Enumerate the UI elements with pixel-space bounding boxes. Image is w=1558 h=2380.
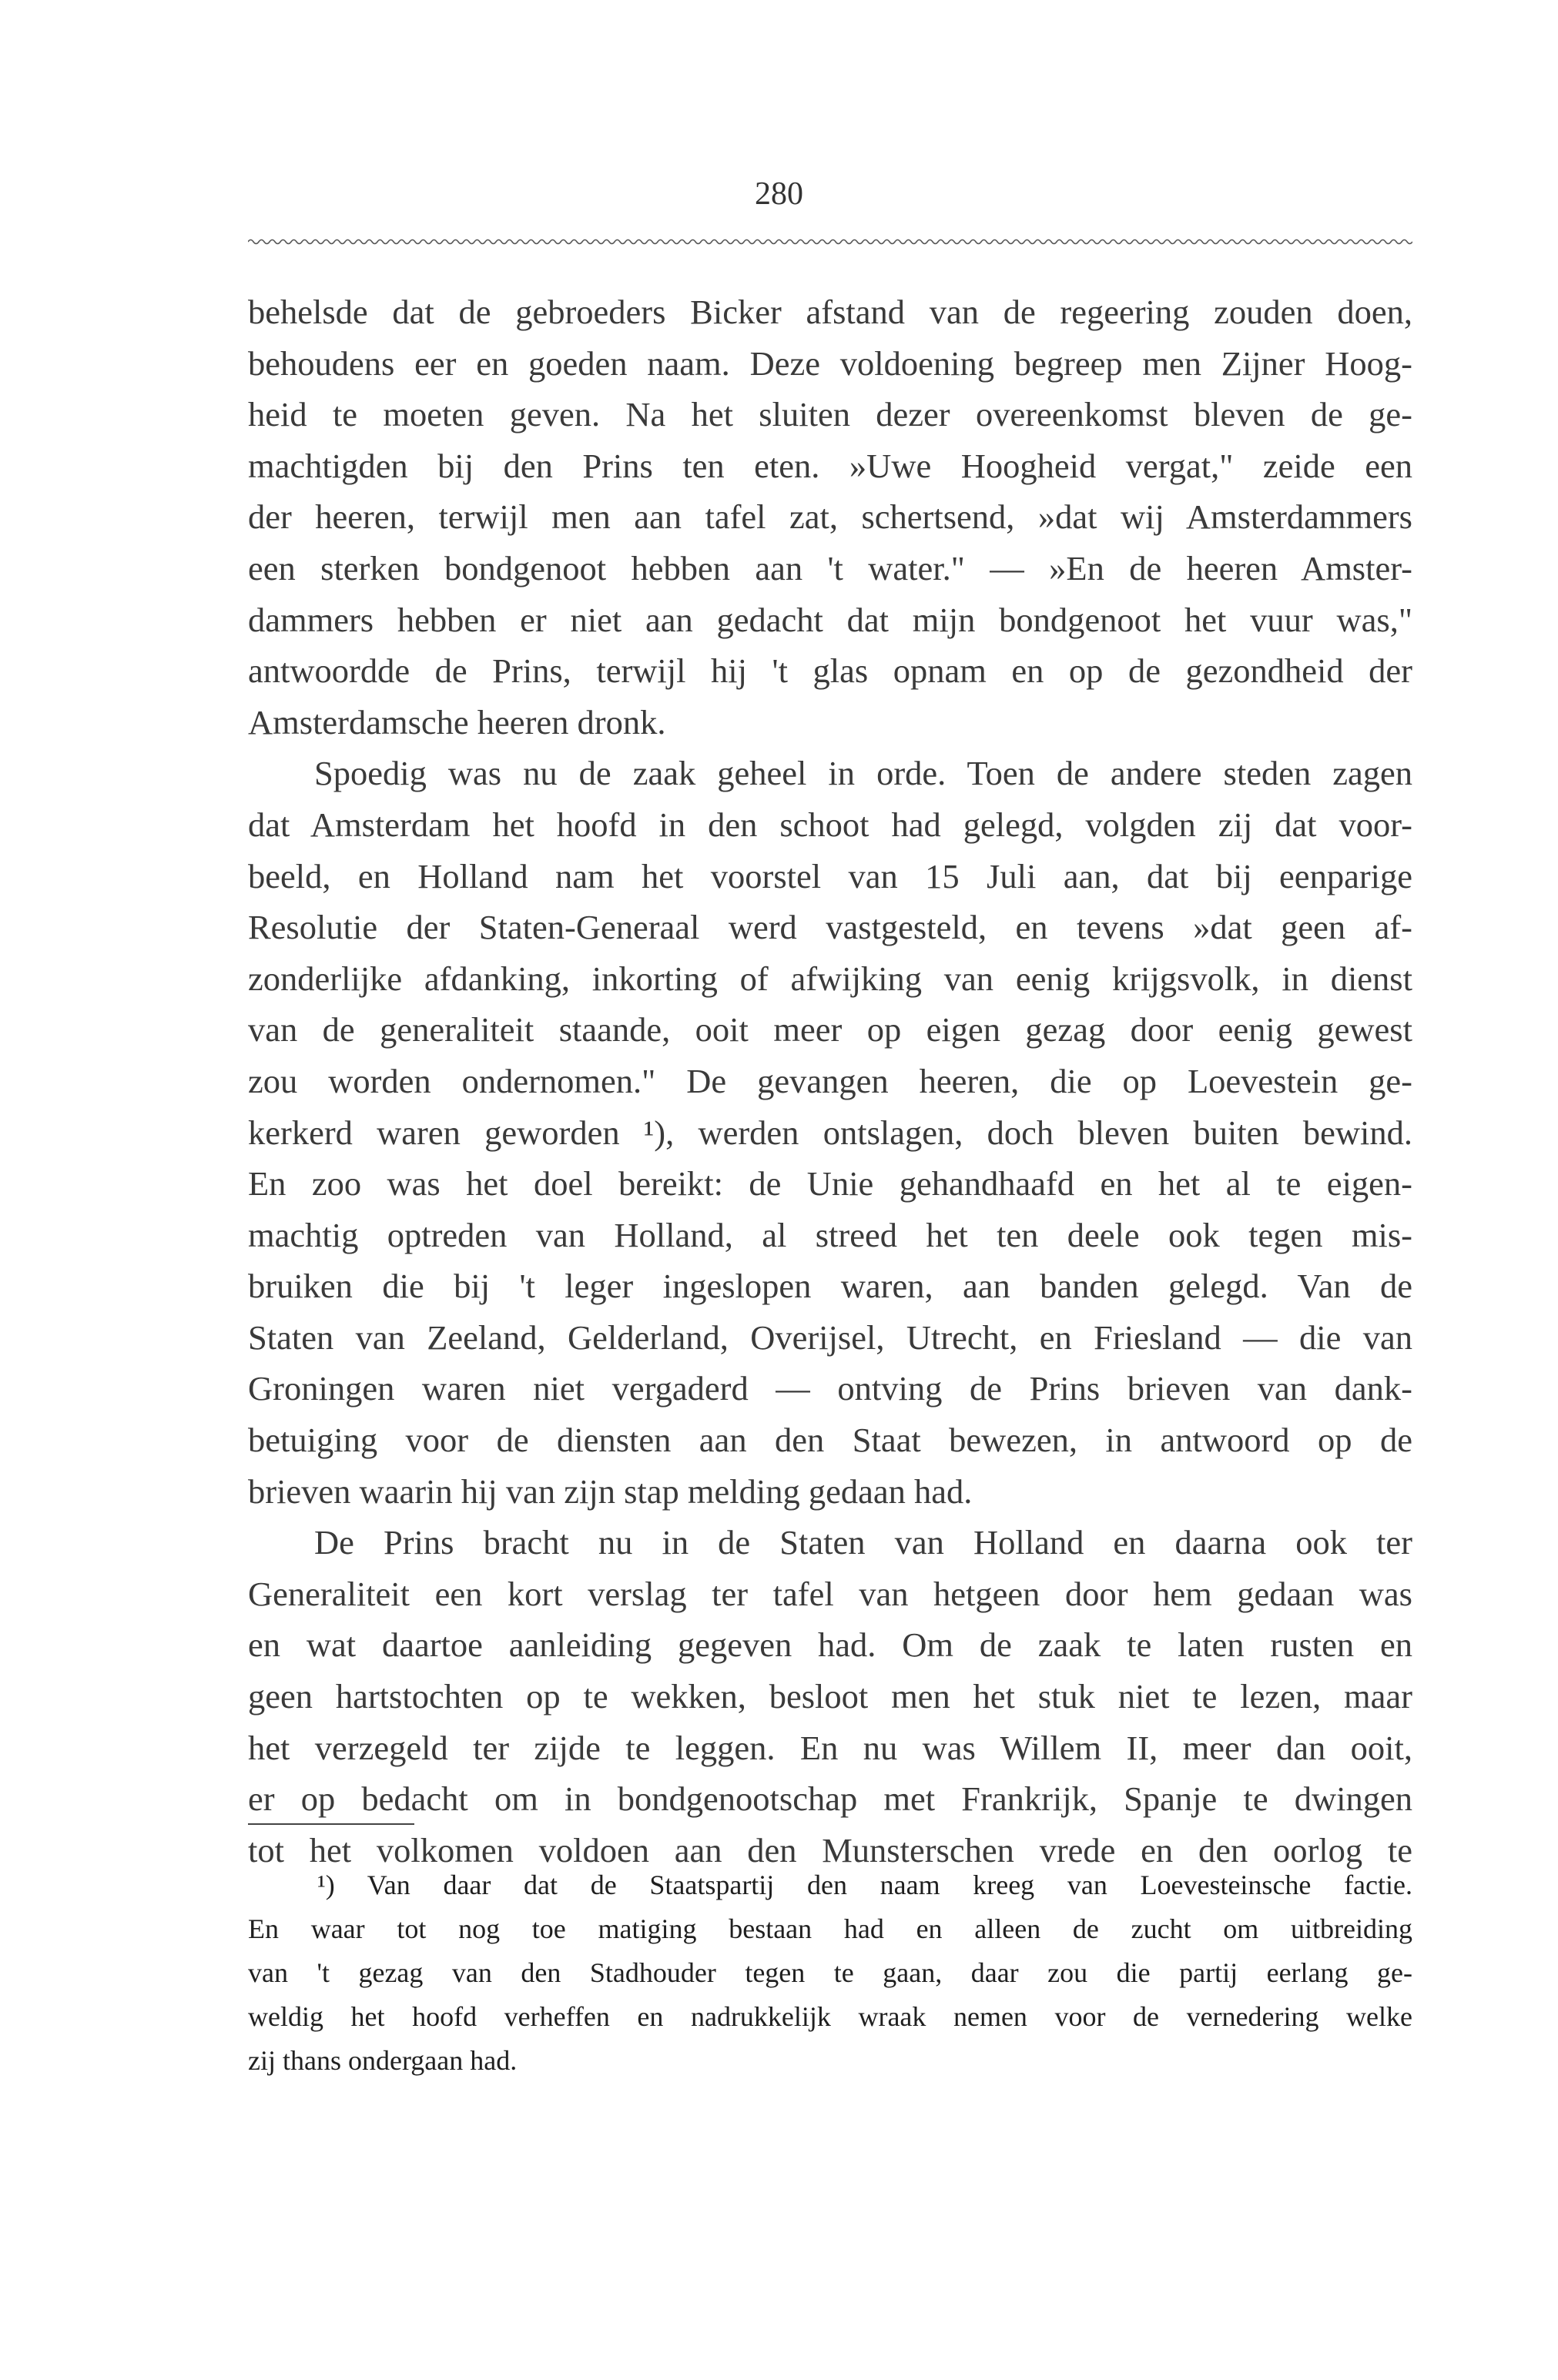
footnote-line: van 't gezag van den Stadhouder tegen te gaan, daar zou die partij eerlang ge- (248, 1957, 1412, 1988)
body-line: een sterken bondgenoot hebben aan 't water." — »En de heeren Amster- (248, 548, 1412, 587)
body-line: Generaliteit een kort verslag ter tafel van hetgeen door hem gedaan was (248, 1574, 1412, 1613)
body-line: betuiging voor de diensten aan den Staat bewezen, in antwoord op de (248, 1421, 1412, 1460)
body-line: machtig optreden van Holland, al streed het ten deele ook tegen mis- (248, 1215, 1412, 1254)
body-line: beeld, en Holland nam het voorstel van 15 Juli aan, dat bij eenparige (248, 856, 1412, 895)
body-line: behelsde dat de gebroeders Bicker afstand van de regeering zouden doen, (248, 293, 1412, 331)
body-line: heid te moeten geven. Na het sluiten dezer overeenkomst bleven de ge- (248, 395, 1412, 434)
body-line: en wat daartoe aanleiding gegeven had. Om de zaak te laten rusten en (248, 1625, 1412, 1665)
body-line: zou worden ondernomen." De gevangen heeren, die op Loevestein ge- (248, 1061, 1412, 1100)
paragraph-first-line: Spoedig was nu de zaak geheel in orde. Toen de andere steden zagen (314, 754, 1412, 793)
body-line: antwoordde de Prins, terwijl hij 't glas opnam en op de gezondheid der (248, 651, 1412, 691)
body-line: bruiken die bij 't leger ingeslopen waren, aan banden gelegd. Van de (248, 1267, 1412, 1306)
body-line: En zoo was het doel bereikt: de Unie gehandhaafd en het al te eigen- (248, 1164, 1412, 1203)
body-line: behoudens eer en goeden naam. Deze voldoening begreep men Zijner Hoog- (248, 343, 1412, 383)
body-line: machtigden bij den Prins ten eten. »Uwe Hoogheid vergat," zeide een (248, 446, 1412, 485)
footnote-line: En waar tot nog toe matiging bestaan had en alleen de zucht om uitbreiding (248, 1913, 1412, 1944)
body-line: Groningen waren niet vergaderd — ontving de Prins brieven van dank- (248, 1369, 1412, 1408)
body-line: geen hartstochten op te wekken, besloot men het stuk niet te lezen, maar (248, 1677, 1412, 1716)
body-text (248, 286, 1412, 1876)
footnote-line: zij thans ondergaan had. (248, 2045, 518, 2076)
paragraph-first-line: De Prins bracht nu in de Staten van Holland en daarna ook ter (314, 1523, 1412, 1562)
body-line: dat Amsterdam het hoofd in den schoot had gelegd, volgden zij dat voor- (248, 805, 1412, 844)
body-line: van de generaliteit staande, ooit meer op eigen gezag door eenig gewest (248, 1010, 1412, 1049)
body-line: tot het volkomen voldoen aan den Munsterschen vrede en den oorlog te (248, 1830, 1412, 1870)
body-line: zonderlijke afdanking, inkorting of afwijking van eenig krijgsvolk, in dienst (248, 959, 1412, 998)
body-line: dammers hebben er niet aan gedacht dat mijn bondgenoot het vuur was," (248, 600, 1412, 639)
footnote-separator (248, 1823, 414, 1825)
body-line: brieven waarin hij van zijn stap melding gedaan had. (248, 1471, 973, 1511)
body-line: Amsterdamsche heeren dronk. (248, 702, 666, 741)
footnote-line: ¹) Van daar dat de Staatspartij den naam kreeg van Loevesteinsche factie. (317, 1870, 1412, 1900)
footnote-line: weldig het hoofd verheffen en nadrukkelijk wraak nemen voor de vernedering welke (248, 2001, 1412, 2032)
header-wavy-rule (248, 237, 1412, 246)
body-line: het verzegeld ter zijde te leggen. En nu was Willem II, meer dan ooit, (248, 1728, 1412, 1767)
body-line: der heeren, terwijl men aan tafel zat, schertsend, »dat wij Amsterdammers (248, 497, 1412, 537)
body-line: kerkerd waren geworden ¹), werden ontslagen, doch bleven buiten bewind. (248, 1113, 1412, 1152)
footnote (248, 1863, 1412, 2083)
body-line: Staten van Zeeland, Gelderland, Overijsel, Utrecht, en Friesland — die van (248, 1317, 1412, 1357)
body-line: er op bedacht om in bondgenootschap met Frankrijk, Spanje te dwingen (248, 1779, 1412, 1819)
body-line: Resolutie der Staten-Generaal werd vastgesteld, en tevens »dat geen af- (248, 908, 1412, 947)
page-number: 280 (755, 176, 803, 212)
